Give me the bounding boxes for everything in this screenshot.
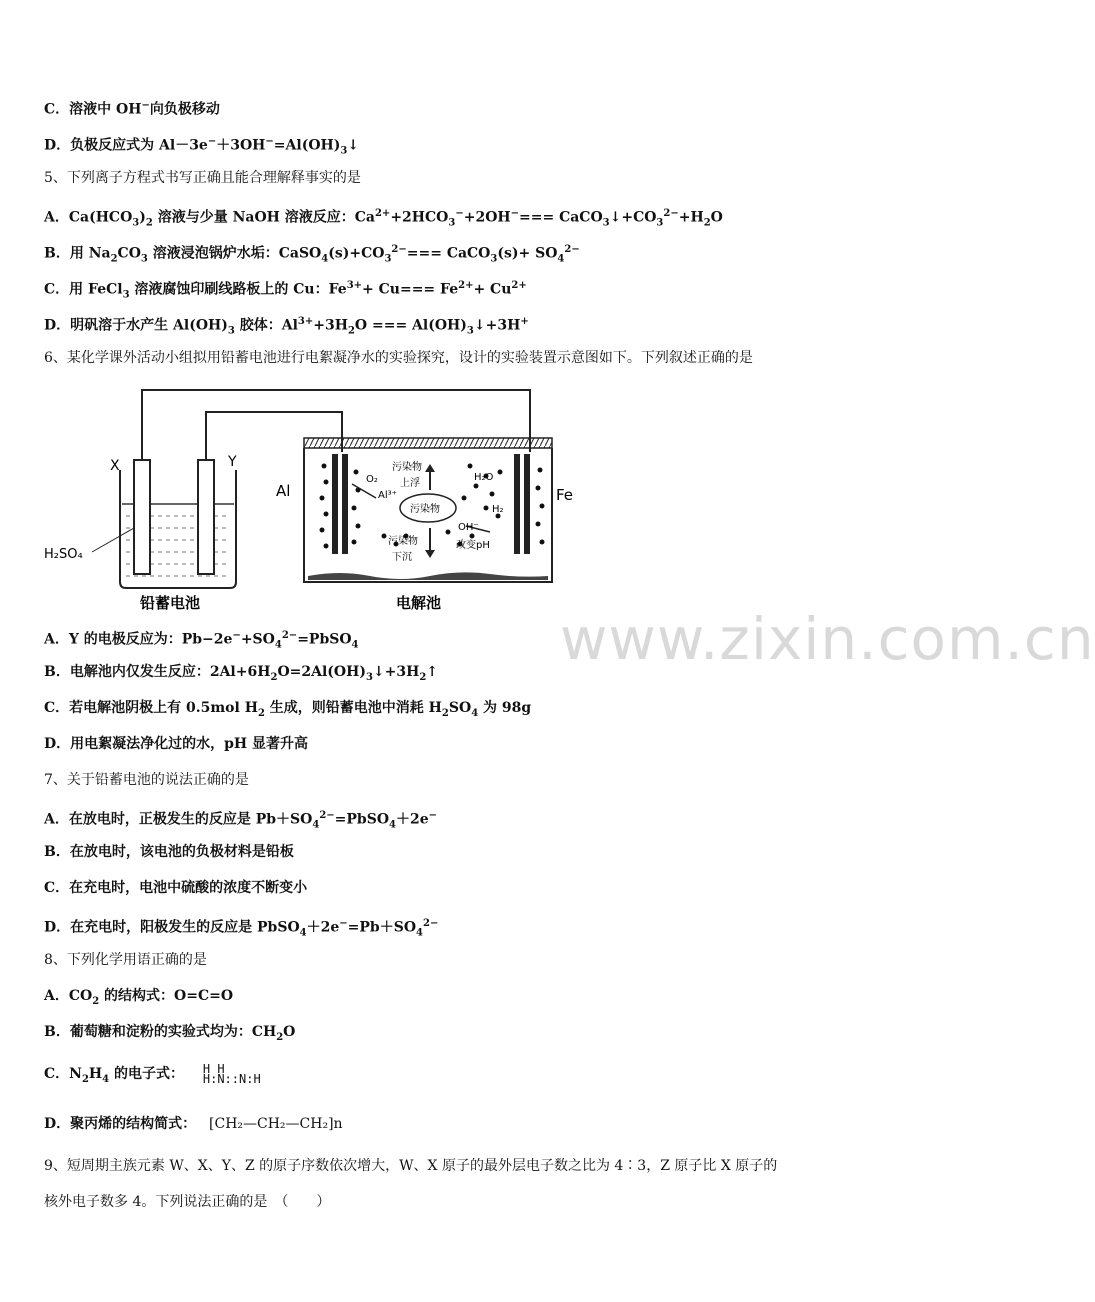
q6-option-d: D．用电絮凝法净化过的水，pH 显著升高 <box>44 736 309 752</box>
q6-option-a: A．Y 的电极反应为：$Pb-2e^-+SO_4^{2-}=PbSO_4$ <box>44 630 359 651</box>
line-2: D．负极反应式为 $Al-3e^-+3OH^-=Al(OH)_3↓$ <box>44 136 360 157</box>
q5-option-b: B．用 $Na_2CO_3$ 溶液浸泡锅炉水垢：$CaSO_4(s)+CO_3^{2-}===$ CaCO$_3$(s)+ $SO_4^{2-}$ <box>44 244 580 265</box>
q8-option-c-text: C．$N_2H_4$ 的电子式： <box>44 1066 184 1085</box>
q5-option-a: A．$Ca(HCO_3)_2$ 溶液与少量 NaOH 溶液反应：$Ca^{2+}+2HCO_3^-+2OH^-===$ $CaCO_3↓+CO_3^{2-}+H_2O$ <box>44 208 723 229</box>
n2h4-electron-formula: H H H:N::N:H <box>202 1062 261 1086</box>
label-cell: 电解池 <box>396 594 442 612</box>
q5-option-c: C．用 FeCl$_3$ 溶液腐蚀印刷线路板上的 Cu：$Fe^{3+}+ Cu=== Fe^{2+}+ Cu^{2+}$ <box>44 280 527 301</box>
q8-option-b: B．葡萄糖和淀粉的实验式均为：$CH_2O$ <box>44 1024 296 1043</box>
question-7: 7、关于铅蓄电池的说法正确的是 <box>44 772 249 788</box>
apparatus-figure <box>40 386 600 616</box>
label-pollutant-up-2: 上浮 <box>400 478 420 489</box>
label-ph: 改变pH <box>456 540 490 551</box>
q8-option-d <box>44 1114 343 1134</box>
question-9-line-1: 9、短周期主族元素 W、X、Y、Z 的原子序数依次增大，W、X 原子的最外层电子数之比为 4∶3，Z 原子比 X 原子的 <box>44 1158 778 1174</box>
label-y: Y <box>228 454 237 470</box>
q8-option-a: A．$CO_2$ 的结构式：O=C=O <box>44 988 234 1007</box>
q6-option-c: C．若电解池阴极上有 0.5mol $H_2$ 生成，则铅蓄电池中消耗 $H_2SO_4$ 为 98g <box>44 700 532 719</box>
q5-option-d: D．明矾溶于水产生 $Al(OH)_3$ 胶体：$Al^{3+}+3H_2O$ === $Al(OH)_3↓+3H^+$ <box>44 316 529 337</box>
q7-option-b: B．在放电时，该电池的负极材料是铅板 <box>44 844 294 860</box>
label-oh: OH⁻ <box>458 522 479 533</box>
q6-option-b: B．电解池内仅发生反应：$2Al+6H_2O=2Al(OH)_3↓+3H_2↑$ <box>44 664 439 683</box>
label-pollutant-up-1: 污染物 <box>392 462 422 473</box>
question-9-line-2: 核外电子数多 4。下列说法正确的是 （ ） <box>44 1194 331 1210</box>
line-1: C．溶液中 OH−向负极移动 <box>44 100 220 118</box>
q8-option-c <box>44 1064 261 1090</box>
label-al3: Al³⁺ <box>378 490 397 501</box>
label-al: Al <box>276 482 291 500</box>
question-6: 6、某化学课外活动小组拟用铅蓄电池进行电絮凝净水的实验探究，设计的实验装置示意图如下。下列叙述正确的是 <box>44 350 753 366</box>
watermark: www.zixin.com.cn <box>560 605 1095 673</box>
label-o2: O₂ <box>366 474 378 485</box>
q7-option-c: C．在充电时，电池中硫酸的浓度不断变小 <box>44 880 308 896</box>
label-h2so4: H₂SO₄ <box>44 547 83 562</box>
label-fe: Fe <box>556 486 574 504</box>
q7-option-d: D．在充电时，阳极发生的反应是 $PbSO_4+2e^-=Pb+SO_4^{2-}$ <box>44 918 439 939</box>
polypropylene-formula: [CH₂—CH₂—CH₂]n <box>209 1116 343 1132</box>
label-pollutant-down-1: 污染物 <box>388 536 418 547</box>
q8-option-d-text: D．聚丙烯的结构简式： <box>44 1116 197 1132</box>
label-pollutant: 污染物 <box>410 504 440 515</box>
label-h2o: H₂O <box>474 472 494 483</box>
q7-option-a: A．在放电时，正极发生的反应是 $Pb+SO_4^{2-}=PbSO_4+2e^-$ <box>44 810 438 831</box>
question-5: 5、下列离子方程式书写正确且能合理解释事实的是 <box>44 170 361 186</box>
label-x: X <box>110 458 120 474</box>
label-pollutant-down-2: 下沉 <box>392 552 412 563</box>
question-8: 8、下列化学用语正确的是 <box>44 952 207 968</box>
label-h2: H₂ <box>492 504 504 515</box>
label-battery: 铅蓄电池 <box>140 594 201 612</box>
